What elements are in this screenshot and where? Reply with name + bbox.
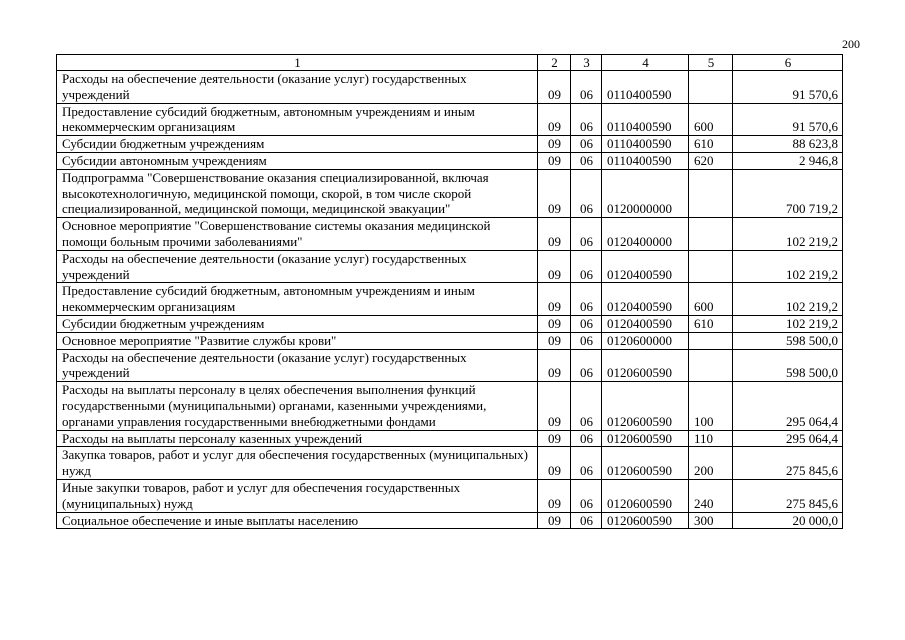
row-section: 09 xyxy=(538,447,571,480)
row-name: Подпрограмма "Совершенствование оказания специализированной, включая высокотехнологичную, медицинской помощи, скорой, в том числе скорой специализированной, медицинской помощи, медицинской эвакуации" xyxy=(57,169,538,217)
row-amount: 700 719,2 xyxy=(733,169,843,217)
table-row xyxy=(57,382,843,430)
row-name: Расходы на обеспечение деятельности (оказание услуг) государственных учреждений xyxy=(57,71,538,104)
page-number: 200 xyxy=(842,37,860,51)
row-target: 0110400590 xyxy=(602,71,689,104)
row-name: Основное мероприятие "Совершенствование системы оказания медицинской помощи больным прочими заболеваниями" xyxy=(57,218,538,251)
row-name: Иные закупки товаров, работ и услуг для обеспечения государственных (муниципальных) нужд xyxy=(57,479,538,512)
row-subsection: 06 xyxy=(571,169,602,217)
row-type xyxy=(689,169,733,217)
row-amount: 295 064,4 xyxy=(733,382,843,430)
row-subsection: 06 xyxy=(571,71,602,104)
row-section: 09 xyxy=(538,332,571,349)
row-subsection: 06 xyxy=(571,479,602,512)
header-col-5: 5 xyxy=(689,55,733,71)
row-subsection: 06 xyxy=(571,447,602,480)
row-subsection: 06 xyxy=(571,315,602,332)
row-type: 100 xyxy=(689,382,733,430)
row-name: Расходы на обеспечение деятельности (оказание услуг) государственных учреждений xyxy=(57,250,538,283)
row-type: 200 xyxy=(689,447,733,480)
row-type xyxy=(689,349,733,382)
row-name: Социальное обеспечение и иные выплаты населению xyxy=(57,512,538,529)
table-row xyxy=(57,169,843,217)
table-row xyxy=(57,512,843,529)
row-type xyxy=(689,332,733,349)
row-name: Предоставление субсидий бюджетным, автономным учреждениям и иным некоммерческим организациям xyxy=(57,283,538,316)
row-amount: 102 219,2 xyxy=(733,315,843,332)
table-row xyxy=(57,283,843,316)
row-target: 0120600590 xyxy=(602,447,689,480)
row-subsection: 06 xyxy=(571,349,602,382)
row-subsection: 06 xyxy=(571,136,602,153)
row-amount: 20 000,0 xyxy=(733,512,843,529)
row-subsection: 06 xyxy=(571,430,602,447)
row-amount: 2 946,8 xyxy=(733,152,843,169)
row-name: Субсидии автономным учреждениям xyxy=(57,152,538,169)
row-amount: 275 845,6 xyxy=(733,447,843,480)
row-type: 600 xyxy=(689,103,733,136)
row-name: Субсидии бюджетным учреждениям xyxy=(57,315,538,332)
row-amount: 598 500,0 xyxy=(733,332,843,349)
row-target: 0120600590 xyxy=(602,479,689,512)
row-amount: 91 570,6 xyxy=(733,103,843,136)
table-row xyxy=(57,315,843,332)
row-section: 09 xyxy=(538,479,571,512)
header-col-6: 6 xyxy=(733,55,843,71)
row-amount: 88 623,8 xyxy=(733,136,843,153)
row-section: 09 xyxy=(538,71,571,104)
row-name: Расходы на обеспечение деятельности (оказание услуг) государственных учреждений xyxy=(57,349,538,382)
row-subsection: 06 xyxy=(571,512,602,529)
row-type: 240 xyxy=(689,479,733,512)
table-row xyxy=(57,103,843,136)
table-row xyxy=(57,152,843,169)
row-type: 300 xyxy=(689,512,733,529)
row-type xyxy=(689,250,733,283)
row-target: 0120400590 xyxy=(602,315,689,332)
row-target: 0120600590 xyxy=(602,512,689,529)
row-type: 110 xyxy=(689,430,733,447)
row-target: 0120400000 xyxy=(602,218,689,251)
row-name: Предоставление субсидий бюджетным, автономным учреждениям и иным некоммерческим организациям xyxy=(57,103,538,136)
row-amount: 275 845,6 xyxy=(733,479,843,512)
table-row xyxy=(57,349,843,382)
row-target: 0120600590 xyxy=(602,430,689,447)
row-target: 0120400590 xyxy=(602,283,689,316)
row-amount: 102 219,2 xyxy=(733,218,843,251)
row-section: 09 xyxy=(538,430,571,447)
row-subsection: 06 xyxy=(571,152,602,169)
header-col-3: 3 xyxy=(571,55,602,71)
row-section: 09 xyxy=(538,152,571,169)
row-type: 620 xyxy=(689,152,733,169)
row-target: 0110400590 xyxy=(602,136,689,153)
row-type: 610 xyxy=(689,315,733,332)
table-row xyxy=(57,479,843,512)
row-name: Закупка товаров, работ и услуг для обеспечения государственных (муниципальных) нужд xyxy=(57,447,538,480)
table-row xyxy=(57,71,843,104)
row-type: 610 xyxy=(689,136,733,153)
row-amount: 295 064,4 xyxy=(733,430,843,447)
header-col-4: 4 xyxy=(602,55,689,71)
row-name: Расходы на выплаты персоналу в целях обеспечения выполнения функций государственными (муниципальными) органами, казенными учреждениями, органами управления государственными внебюджетными фондами xyxy=(57,382,538,430)
row-section: 09 xyxy=(538,136,571,153)
row-section: 09 xyxy=(538,103,571,136)
row-target: 0120600000 xyxy=(602,332,689,349)
row-subsection: 06 xyxy=(571,218,602,251)
row-target: 0120600590 xyxy=(602,349,689,382)
row-section: 09 xyxy=(538,382,571,430)
row-subsection: 06 xyxy=(571,283,602,316)
row-amount: 102 219,2 xyxy=(733,250,843,283)
row-target: 0110400590 xyxy=(602,152,689,169)
table-row xyxy=(57,332,843,349)
table-row xyxy=(57,430,843,447)
table-row xyxy=(57,250,843,283)
table-header-row xyxy=(57,55,843,71)
row-amount: 598 500,0 xyxy=(733,349,843,382)
row-type: 600 xyxy=(689,283,733,316)
row-section: 09 xyxy=(538,512,571,529)
row-target: 0120400590 xyxy=(602,250,689,283)
table-row xyxy=(57,136,843,153)
row-subsection: 06 xyxy=(571,332,602,349)
row-type xyxy=(689,218,733,251)
row-section: 09 xyxy=(538,283,571,316)
budget-table xyxy=(56,54,843,529)
row-target: 0120600590 xyxy=(602,382,689,430)
row-name: Расходы на выплаты персоналу казенных учреждений xyxy=(57,430,538,447)
table-row xyxy=(57,218,843,251)
header-col-1: 1 xyxy=(57,55,538,71)
row-section: 09 xyxy=(538,349,571,382)
row-amount: 91 570,6 xyxy=(733,71,843,104)
row-section: 09 xyxy=(538,250,571,283)
row-subsection: 06 xyxy=(571,103,602,136)
row-type xyxy=(689,71,733,104)
row-section: 09 xyxy=(538,218,571,251)
row-subsection: 06 xyxy=(571,382,602,430)
table-row xyxy=(57,447,843,480)
row-section: 09 xyxy=(538,169,571,217)
row-target: 0120000000 xyxy=(602,169,689,217)
header-col-2: 2 xyxy=(538,55,571,71)
row-target: 0110400590 xyxy=(602,103,689,136)
row-name: Основное мероприятие "Развитие службы крови" xyxy=(57,332,538,349)
row-subsection: 06 xyxy=(571,250,602,283)
row-section: 09 xyxy=(538,315,571,332)
row-name: Субсидии бюджетным учреждениям xyxy=(57,136,538,153)
row-amount: 102 219,2 xyxy=(733,283,843,316)
